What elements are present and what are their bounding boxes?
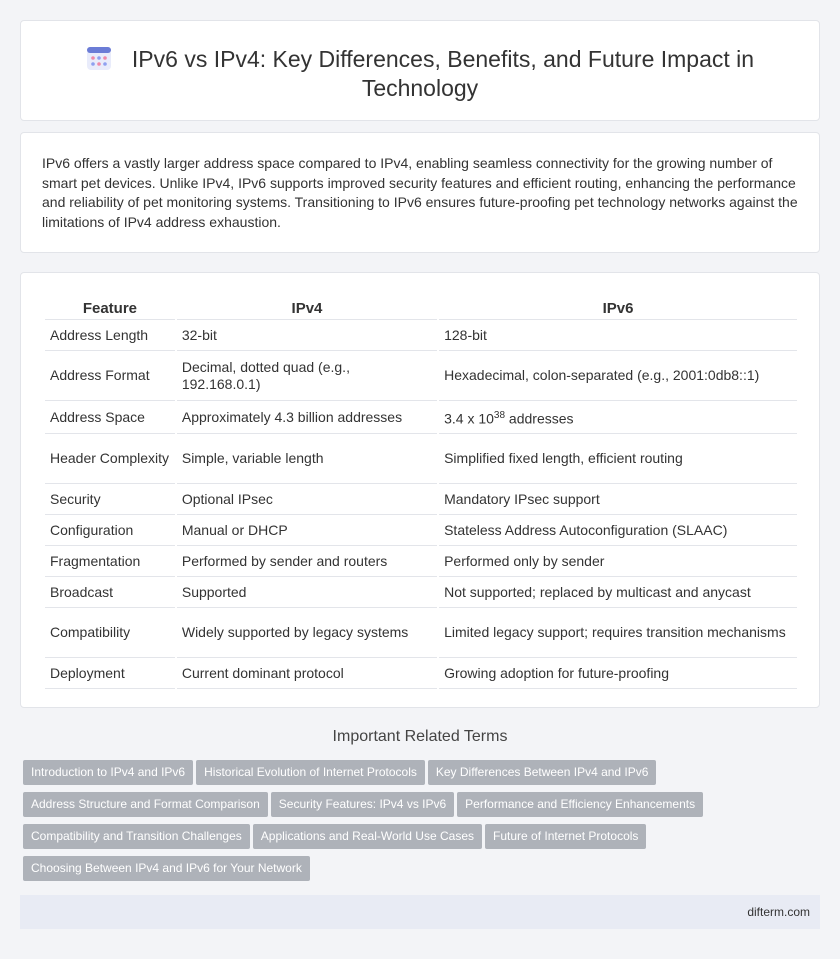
feature-cell: Address Length bbox=[45, 320, 175, 351]
related-terms-heading: Important Related Terms bbox=[332, 728, 508, 745]
ipv6-cell-exponent: 38 bbox=[493, 409, 506, 421]
ipv4-cell: Optional IPsec bbox=[177, 484, 437, 515]
related-term-tag[interactable]: Address Structure and Format Comparison bbox=[23, 792, 268, 817]
related-term-tag[interactable]: Applications and Real-World Use Cases bbox=[253, 824, 482, 849]
related-term-tag[interactable]: Choosing Between IPv4 and IPv6 for Your Network bbox=[23, 856, 310, 881]
ipv4-cell: Simple, variable length bbox=[177, 434, 437, 484]
page-title bbox=[21, 45, 819, 103]
table-row bbox=[45, 434, 797, 484]
feature-cell: Deployment bbox=[45, 658, 175, 689]
related-term-tag[interactable]: Security Features: IPv4 vs IPv6 bbox=[271, 792, 454, 817]
ipv4-cell: Approximately 4.3 billion addresses bbox=[177, 401, 437, 434]
comparison-table bbox=[43, 294, 799, 689]
ipv6-cell: Performed only by sender bbox=[439, 546, 797, 577]
feature-cell: Security bbox=[45, 484, 175, 515]
related-term-tag[interactable]: Key Differences Between IPv4 and IPv6 bbox=[428, 760, 657, 785]
ipv6-cell: Limited legacy support; requires transition mechanisms bbox=[439, 608, 797, 658]
feature-cell: Fragmentation bbox=[45, 546, 175, 577]
page-title-text: IPv6 vs IPv4: Key Differences, Benefits, and Future Impact in Technology bbox=[131, 46, 755, 101]
ipv6-cell: Growing adoption for future-proofing bbox=[439, 658, 797, 689]
related-terms-list bbox=[23, 760, 743, 888]
ipv4-cell: Supported bbox=[177, 577, 437, 608]
table-row bbox=[45, 658, 797, 689]
feature-cell: Broadcast bbox=[45, 577, 175, 608]
related-term-tag[interactable]: Introduction to IPv4 and IPv6 bbox=[23, 760, 193, 785]
ipv4-cell: Decimal, dotted quad (e.g., 192.168.0.1) bbox=[177, 351, 437, 401]
header-feature: Feature bbox=[45, 294, 175, 320]
related-term-tag[interactable]: Historical Evolution of Internet Protocols bbox=[196, 760, 425, 785]
ipv6-cell-unit: addresses bbox=[505, 410, 574, 427]
ipv6-cell: Not supported; replaced by multicast and anycast bbox=[439, 577, 797, 608]
ipv4-cell: Widely supported by legacy systems bbox=[177, 608, 437, 658]
feature-cell: Address Space bbox=[45, 401, 175, 434]
feature-cell: Address Format bbox=[45, 351, 175, 401]
ipv6-cell: Mandatory IPsec support bbox=[439, 484, 797, 515]
header-ipv4: IPv4 bbox=[177, 294, 437, 320]
related-term-tag[interactable]: Performance and Efficiency Enhancements bbox=[457, 792, 703, 817]
title-card bbox=[20, 20, 820, 121]
table-row bbox=[45, 320, 797, 351]
table-header-row bbox=[45, 294, 797, 320]
ipv6-cell: 128-bit bbox=[439, 320, 797, 351]
feature-cell: Header Complexity bbox=[45, 434, 175, 484]
related-term-tag[interactable]: Compatibility and Transition Challenges bbox=[23, 824, 250, 849]
header-ipv6: IPv6 bbox=[439, 294, 797, 320]
ipv4-cell: 32-bit bbox=[177, 320, 437, 351]
footer-site-link[interactable]: difterm.com bbox=[747, 905, 810, 919]
ipv4-cell: Performed by sender and routers bbox=[177, 546, 437, 577]
comparison-card bbox=[20, 272, 820, 708]
table-row bbox=[45, 608, 797, 658]
ipv4-cell: Current dominant protocol bbox=[177, 658, 437, 689]
intro-paragraph: IPv6 offers a vastly larger address space compared to IPv4, enabling seamless connectivity for the growing number of smart pet devices. Unlike IPv4, IPv6 supports improved security features and efficient routing, enhancing the performance and reliability of pet monitoring systems. Transitioning to IPv6 ensures future-proofing pet technology networks against the limitations of IPv4 address exhaustion. bbox=[42, 155, 798, 230]
ipv6-cell: Stateless Address Autoconfiguration (SLAAC) bbox=[439, 515, 797, 546]
ipv6-cell: Hexadecimal, colon-separated (e.g., 2001:0db8::1) bbox=[439, 351, 797, 401]
feature-cell: Compatibility bbox=[45, 608, 175, 658]
ipv6-cell-base: 3.4 x 10 bbox=[444, 410, 494, 427]
table-row bbox=[45, 515, 797, 546]
table-row bbox=[45, 484, 797, 515]
intro-card bbox=[20, 132, 820, 253]
footer bbox=[20, 895, 820, 929]
table-row bbox=[45, 546, 797, 577]
related-term-tag[interactable]: Future of Internet Protocols bbox=[485, 824, 646, 849]
table-row bbox=[45, 401, 797, 434]
table-row bbox=[45, 577, 797, 608]
ipv4-cell: Manual or DHCP bbox=[177, 515, 437, 546]
ipv6-cell bbox=[439, 401, 797, 434]
ipv6-cell: Simplified fixed length, efficient routing bbox=[439, 434, 797, 484]
table-row bbox=[45, 351, 797, 401]
feature-cell: Configuration bbox=[45, 515, 175, 546]
calendar-grid-icon bbox=[86, 45, 112, 71]
